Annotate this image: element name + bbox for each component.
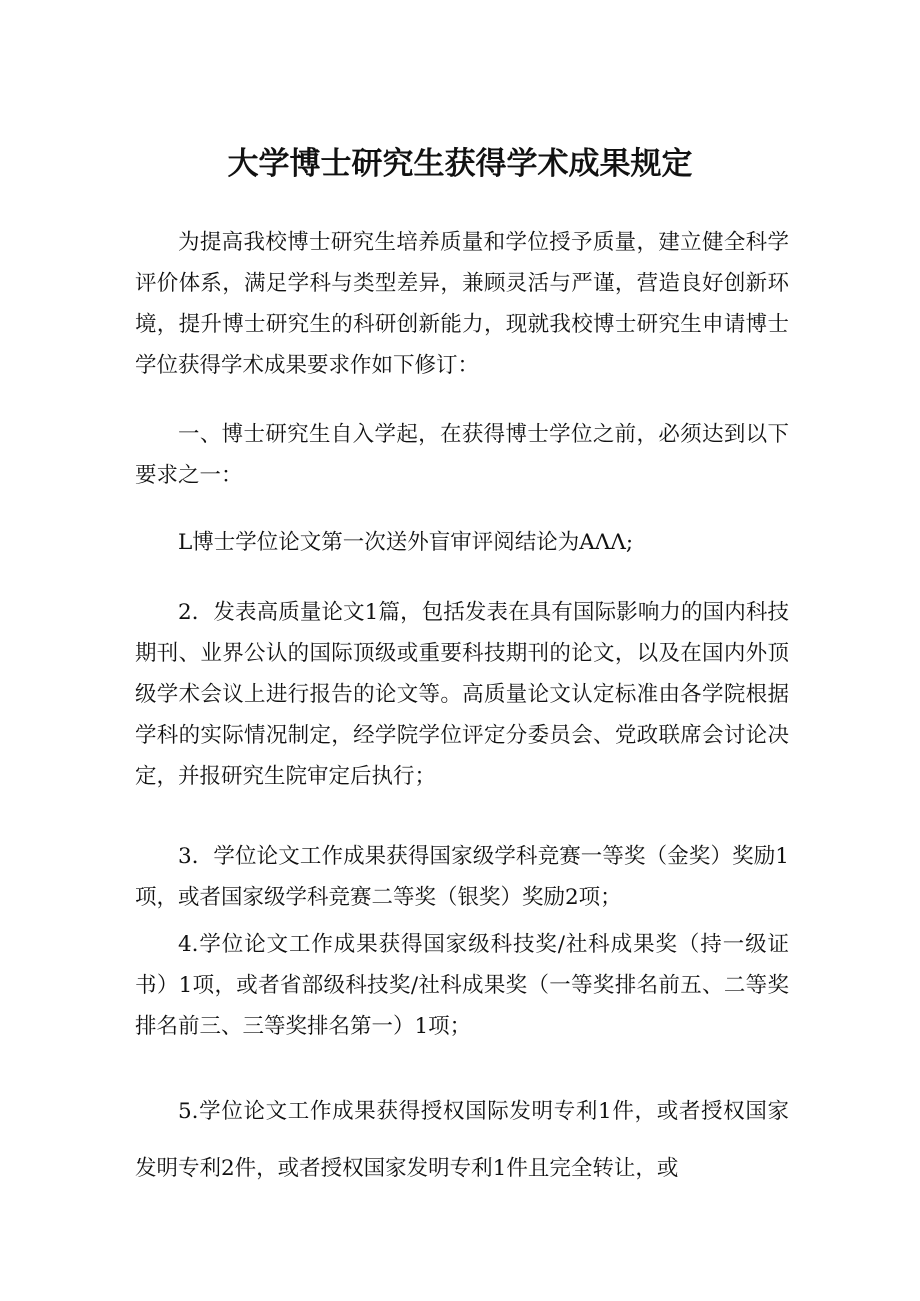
requirement-2: 2．发表高质量论文1篇，包括发表在具有国际影响力的国内科技期刊、业界公认的国际顶级或重要科技期刊的论文，以及在国内外顶级学术会议上进行报告的论文等。高质量论文认定标准由各学院根据学科的实际情况制定，经学院学位评定分委员会、党政联席会讨论决定，并报研究生院审定后执行；: [135, 600, 789, 789]
requirement-5: 5.学位论文工作成果获得授权国际发明专利1件，或者授权国家发明专利2件，或者授权国家发明专利1件且完全转让，或: [135, 1099, 789, 1181]
requirement-4: 4.学位论文工作成果获得国家级科技奖/社科成果奖（持一级证书）1项，或者省部级科技奖/社科成果奖（一等奖排名前五、二等奖排名前三、三等奖排名第一）1项；: [135, 932, 789, 1039]
intro-paragraph: 为提高我校博士研究生培养质量和学位授予质量，建立健全科学评价体系，满足学科与类型差异，兼顾灵活与严谨，营造良好创新环境，提升博士研究生的科研创新能力，现就我校博士研究生申请博士学位获得学术成果要求作如下修订：: [135, 230, 789, 378]
section-one-heading: 一、博士研究生自入学起，在获得博士学位之前，必须达到以下要求之一：: [135, 422, 789, 488]
requirement-3: 3．学位论文工作成果获得国家级学科竞赛一等奖（金奖）奖励1项，或者国家级学科竞赛二等奖（银奖）奖励2项；: [135, 844, 789, 910]
requirement-1: L博士学位论文第一次送外盲审评阅结论为AΛΛ;: [178, 530, 634, 555]
document-title: 大学博士研究生获得学术成果规定: [227, 146, 693, 182]
